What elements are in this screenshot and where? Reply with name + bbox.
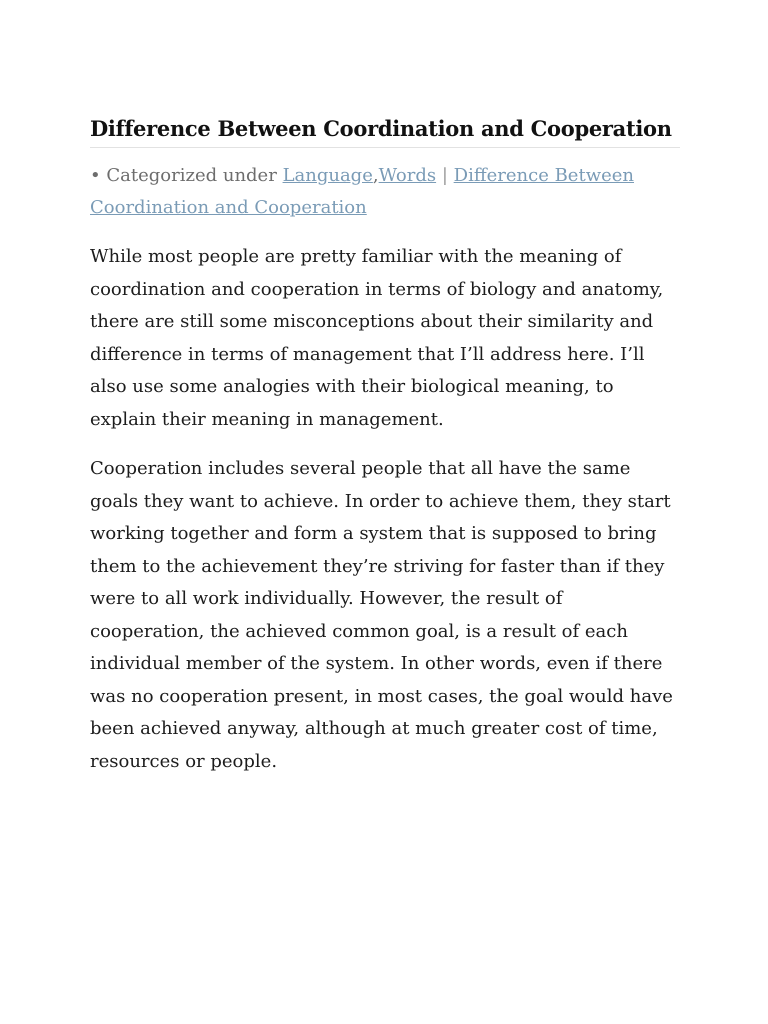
article-paragraph-2: Cooperation includes several people that all have the same goals they want to achieve. In order to achieve them, they start working together and form a system that is supposed to bring them to the achievement they’re striving for faster than if they were to all work individually. However, the result of cooperation, the achieved common goal, is a result of each individual member of the system. In other words, even if there was no cooperation present, in most cases, the goal would have been achieved anyway, although at much greater cost of time, resources or people. (90, 458, 673, 772)
article-paragraph-1: While most people are pretty familiar with the meaning of coordination and cooperation in terms of biology and anatomy, there are still some misconceptions about their similarity and difference in terms of management that I’ll address here. I’ll also use some analogies with their biological meaning, to explain their meaning in management. (90, 246, 664, 430)
article-meta (90, 160, 680, 224)
category-link-language[interactable]: Language (282, 165, 373, 186)
article (90, 112, 680, 778)
meta-prefix: Categorized under (106, 165, 277, 186)
meta-separator: | (441, 165, 448, 186)
meta-comma: , (372, 165, 379, 186)
article-title: Difference Between Coordination and Cooperation (90, 112, 680, 148)
meta-bullet: • (90, 165, 101, 186)
category-link-words[interactable]: Words (378, 165, 437, 186)
article-permalink[interactable]: Difference Between Coordination and Cooperation (90, 165, 634, 218)
